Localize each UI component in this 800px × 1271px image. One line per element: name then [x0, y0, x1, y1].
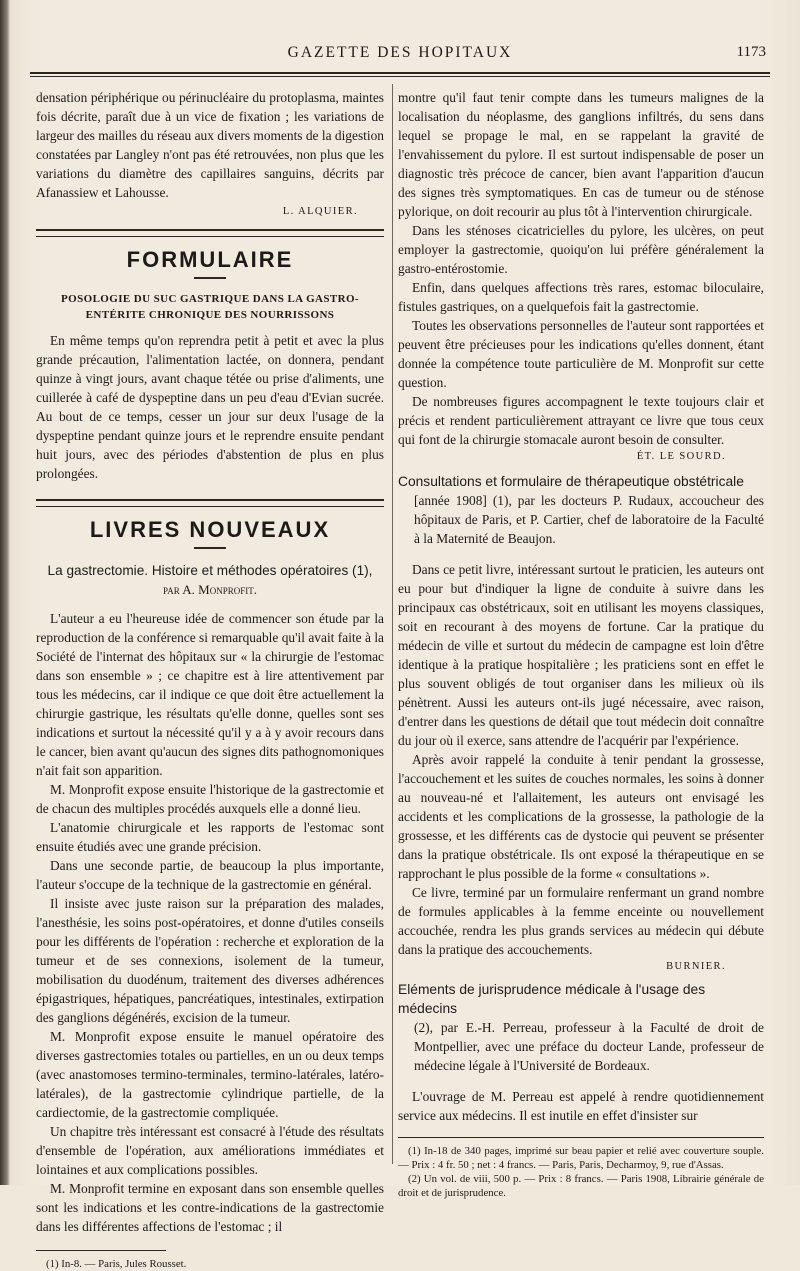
- book1-paragraph: Dans une seconde partie, de beaucoup la plus importante, l'auteur s'occupe de la technique de la gastrectomie en général.: [36, 858, 384, 892]
- section-rule: [36, 229, 384, 237]
- formulaire-text: En même temps qu'on reprendra petit à petit et avec la plus grande précaution, l'alimentation lactée, on donnera, pendant quinze à vingt jours, avant chaque tétée ou prise d'aliments, une cuillerée à café de dyspeptine dans un peu d'eau d'Evian sucrée. Au bout de ce temps, cesser un jour sur deux l'usage de la dyspeptine pendant quinze jours et le reprendre ensuite pendant huit jours, avec des périodes d'abstention de plus en plus prolongées.: [36, 333, 384, 481]
- book2-paragraph: Ce livre, terminé par un formulaire renfermant un grand nombre de formules applicables à la femme enceinte ou nouvellement accouchée, rendra les plus grands services au médecin qui débute dans la pratique des accouchements.: [398, 885, 764, 957]
- footnote: (2) Un vol. de viii, 500 p. — Prix : 8 francs. — Paris 1908, Librairie générale de droit et de jurisprudence.: [398, 1173, 764, 1199]
- book2-paragraph: Dans ce petit livre, intéressant surtout le praticien, les auteurs ont eu pour but d'indiquer la ligne de conduite à suivre dans les principaux cas obstétricaux, soit en utilisant les moyens classiques, soit en recourant à des moyens de fortune. Car la pratique du médecin de ville et surtout du médecin de campagne est loin d'être identique à la pratique hospitalière ; les praticiens sont en effet le plus souvent obligés de tout organiser dans les milieux où ils pénètrent. Aussi les auteurs ont-ils jugé nécessaire, avec raison, d'entrer dans les questions de détail que tout médecin doit connaître du jour où il exerce, sans attendre de l'acquérir par l'expérience.: [398, 562, 764, 748]
- book2-paragraph: Après avoir rappelé la conduite à tenir pendant la grossesse, l'accouchement et les suites de couches normales, les soins à donner au nouveau-né et l'allaitement, les auteurs ont envisagé les accidents et les complications de la grossesse, la pathologie de la grossesse, et les différents cas de dystocie qui peuvent se présenter dans la pratique obstétricale. Ils ont exposé la thérapeutique en se rapprochant le plus possible de la forme « consultations ».: [398, 752, 764, 881]
- page-header: [30, 40, 770, 70]
- intro-signature: L. ALQUIER.: [282, 206, 358, 217]
- book1-paragraph: M. Monprofit expose ensuite l'historique de la gastrectomie et de chacun des multiples procédés auxquels elle a donné lieu.: [36, 782, 384, 816]
- running-title: GAZETTE DES HOPITAUX: [287, 44, 513, 61]
- page-number: 1173: [736, 44, 766, 60]
- continuation-paragraph: montre qu'il faut tenir compte dans les tumeurs malignes de la localisation du néoplasme, des ganglions infiltrés, du sens dans lequel se propage le mal, en se rappelant la gravité de l'envahissement du pylore. Il est surtout indispensable de poser un diagnostic très précoce de cancer, bien avant l'apparition d'aucun des signes très symptomatiques. En cas de tumeur ou de sténose pylorique, on doit recourir au plus tôt à l'intervention chirurgicale.: [398, 90, 764, 219]
- livres-title: LIVRES NOUVEAUX: [89, 517, 331, 542]
- formulaire-title: FORMULAIRE: [126, 247, 294, 272]
- left-column: [36, 88, 384, 1271]
- section-rule: [36, 499, 384, 507]
- continuation-paragraph: De nombreuses figures accompagnent le texte toujours clair et précis et rendent particulièrement attrayant ce livre que tous ceux qui font de la chirurgie stomacale auront besoin de consulter.: [398, 394, 764, 447]
- continuation-paragraph: Toutes les observations personnelles de l'auteur sont rapportées et peuvent être précieuses pour les indications qu'elles donnent, étant donnée la compétence toute particulière de M. Monprofit sur cette question.: [398, 318, 764, 390]
- footnote: (1) In-8. — Paris, Jules Rousset.: [46, 1258, 187, 1270]
- page-binding-shadow: [0, 0, 10, 1185]
- book1-author: par A. Monprofit.: [163, 582, 257, 597]
- continuation-paragraph: Dans les sténoses cicatricielles du pylore, les ulcères, on peut employer la gastrectomie, quoiqu'on lui préfère généralement la gastro-entérostomie.: [398, 223, 764, 276]
- footnote-rule: [36, 1250, 166, 1251]
- formulaire-subhead: POSOLOGIE DU SUC GASTRIQUE DANS LA GASTRO-ENTÉRITE CHRONIQUE DES NOURRISSONS: [61, 293, 359, 321]
- intro-paragraph: densation périphérique ou périnucléaire du protoplasma, maintes fois décrite, paraît due à un vice de fixation ; les variations de largeur des mailles du réseau aux divers moments de la digestion constatées par Langley n'ont pas été retrouvées, non plus que les variations du diamètre des capillaires sanguins, décrits par Afanassiew et Lahousse.: [36, 90, 384, 200]
- continuation-signature: ÉT. LE SOURD.: [636, 451, 726, 462]
- title-underline: [194, 277, 226, 279]
- continuation-paragraph: Enfin, dans quelques affections très rares, estomac biloculaire, fistules gastriques, on a quelquefois fait la gastrectomie.: [398, 280, 764, 314]
- footnote-rule: [398, 1137, 764, 1138]
- title-underline: [194, 547, 226, 549]
- book2-signature: BURNIER.: [666, 961, 726, 972]
- footnote: (1) In-18 de 340 pages, imprimé sur beau papier et relié avec couverture souple. — Prix : 4 fr. 50 ; net : 4 francs. — Paris, Paris, Decharmoy, 9, rue d'Assas.: [398, 1145, 764, 1171]
- book2-title: Consultations et formulaire de thérapeutique obstétricale: [398, 474, 744, 489]
- book1-paragraph: L'anatomie chirurgicale et les rapports de l'estomac sont ensuite étudiés avec une grande précision.: [36, 820, 384, 854]
- book1-title-text: La gastrectomie. Histoire et méthodes opératoires (1),: [47, 563, 373, 578]
- book1-paragraph: Il insiste avec juste raison sur la préparation des malades, l'anesthésie, les soins post-opératoires, et donne d'utiles conseils pour les différents de l'opération : recherche et exploration de la tumeur et de ses connexions, isolement de la tumeur, mobilisation du duodénum, traitement des diverses adhérences épigastriques, hépatiques, pancréatiques, intestinales, extirpation des ganglions dégénérés, excision de la tumeur.: [36, 896, 384, 1025]
- book3-subtitle: (2), par E.-H. Perreau, professeur à la Faculté de droit de Montpellier, avec une préface du docteur Lande, professeur de médecine légale à l'Université de Bordeaux.: [414, 1020, 764, 1073]
- right-column: [398, 88, 764, 1200]
- book1-paragraph: M. Monprofit expose ensuite le manuel opératoire des diverses gastrectomies totales ou partielles, en un ou deux temps (avec anastomoses termino-terminales, termino-latérales, latéro-latérales), de la gastrectomie cylindrique partielle, de la cardiectomie, de la gastrectomie compliquée.: [36, 1029, 384, 1120]
- book1-paragraph: L'auteur a eu l'heureuse idée de commencer son étude par la reproduction de la conférence si remarquable qu'il avait faite à la Société de l'internat des hôpitaux sur « la chirurgie de l'estomac dans son ensemble » ; ce chapitre est à lire attentivement par tous les médecins, car il indique ce que doit être actuellement la chirurgie gastrique, les résultats qu'elle donne, quelles sont ses indications et surtout la nécessité qu'il y a à y avoir recours dans le cancer, bien avant qu'aucun des signes dits pathognomoniques n'ait fait son apparition.: [36, 611, 384, 778]
- book3-paragraph: L'ouvrage de M. Perreau est appelé à rendre quotidiennement service aux médecins. Il est inutile en effet d'insister sur: [398, 1089, 764, 1123]
- book2-subtitle: [année 1908] (1), par les docteurs P. Rudaux, accoucheur des hôpitaux de Paris, et P. Cartier, chef de laboratoire de la Faculté à la Maternité de Beaujon.: [414, 493, 764, 546]
- book3-title: Eléments de jurisprudence médicale à l'usage des médecins: [398, 982, 706, 1016]
- book1-paragraph: M. Monprofit termine en exposant dans son ensemble quelles sont les indications et les contre-indications de la gastrectomie dans les différentes affections de l'estomac ; il: [36, 1181, 384, 1234]
- header-rule: [30, 72, 770, 77]
- column-separator: [392, 84, 393, 1164]
- book1-paragraph: Un chapitre très intéressant est consacré à l'étude des résultats d'ensemble de l'opération, aux améliorations immédiates et lointaines et aux complications possibles.: [36, 1124, 384, 1177]
- book1-title: [36, 561, 384, 599]
